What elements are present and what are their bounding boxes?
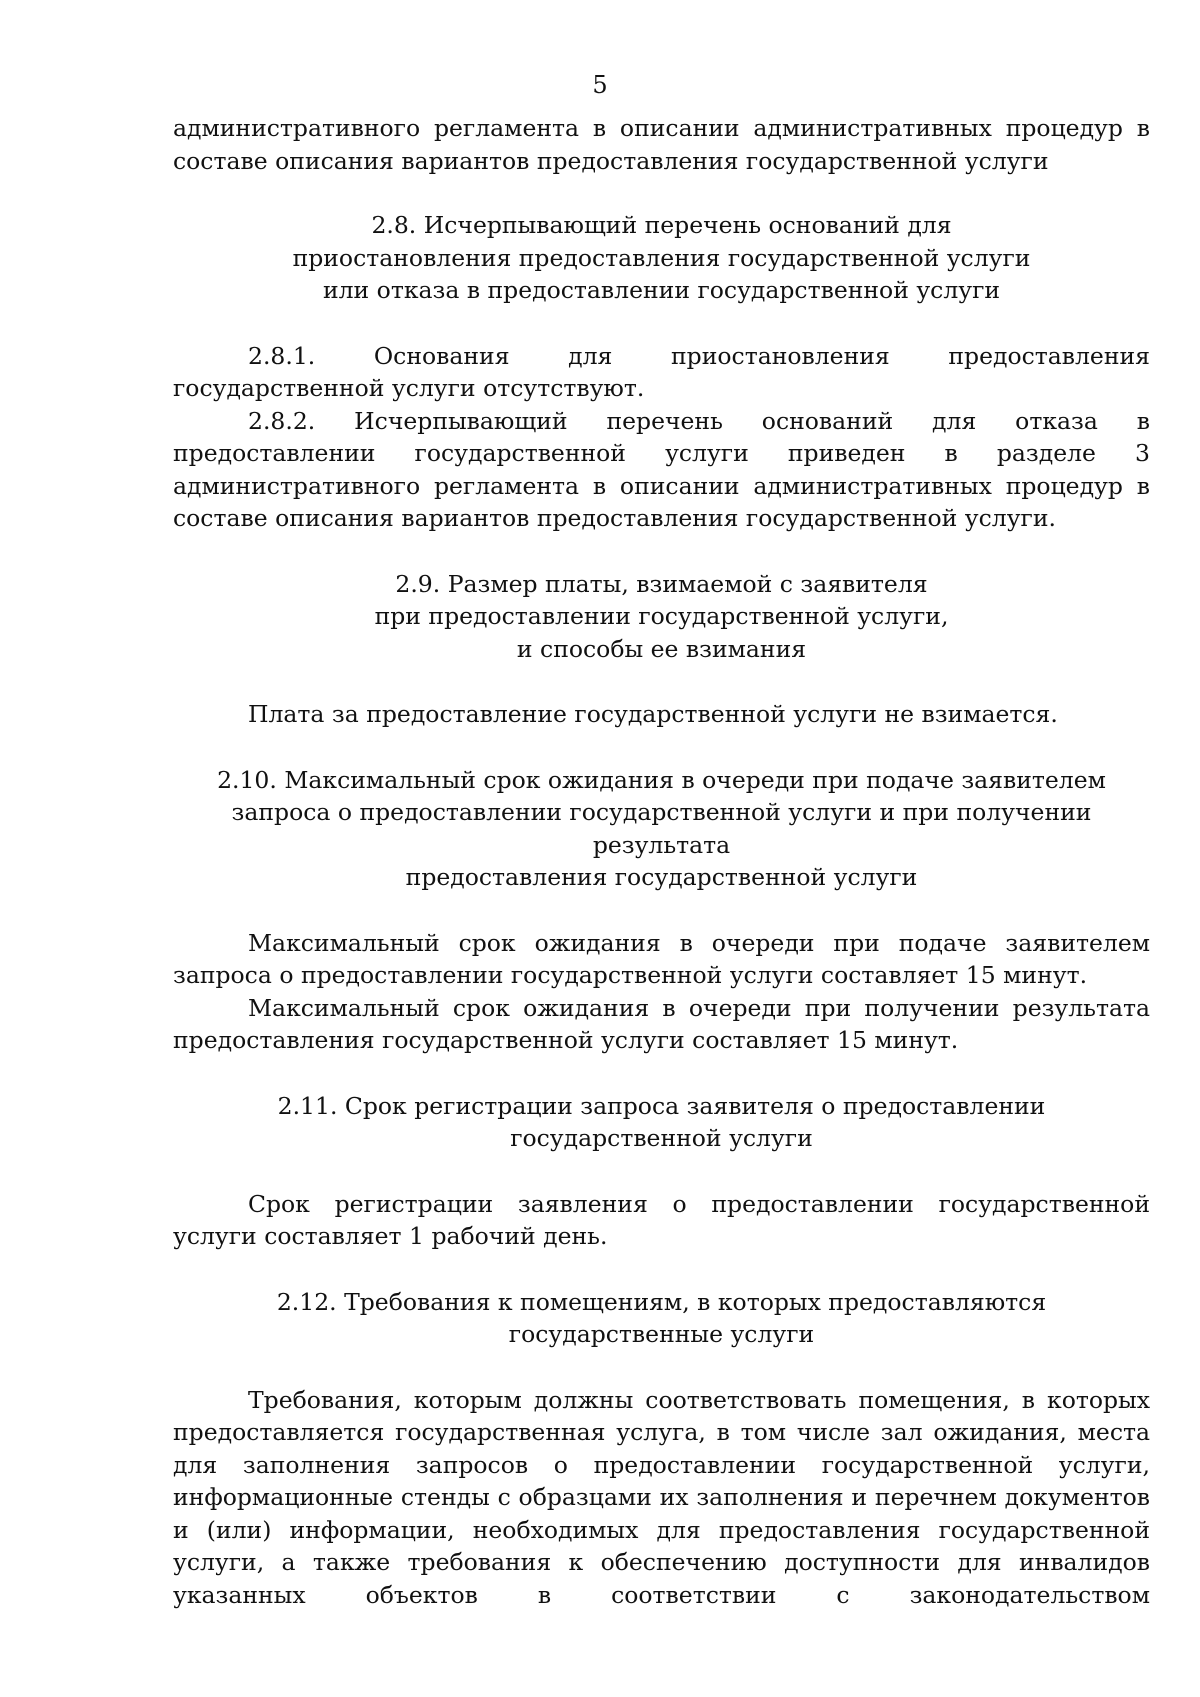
section-heading-2-12: [173, 1286, 1150, 1351]
heading-line: государственные услуги: [508, 1320, 815, 1348]
paragraph-2-10-a: Максимальный срок ожидания в очереди при подаче заявителем запроса о предоставлении государственной услуги составляет 15 минут.: [173, 928, 1150, 989]
heading-line: 2.8. Исчерпывающий перечень оснований для: [371, 211, 952, 239]
section-heading-2-9: [173, 568, 1150, 666]
paragraph-2-12: Требования, которым должны соответствовать помещения, в которых предоставляется государственная услуга, в том числе зал ожидания, места для заполнения запросов о предоставлении государственной услуги, информационные стенды с образцами их заполнения и перечнем документов и (или) информации, необходимых для предоставления государственной услуги, а также требования к обеспечению доступности для инвалидов указанных объектов в соответствии с законодательством: [173, 1385, 1150, 1609]
heading-line: 2.9. Размер платы, взимаемой с заявителя: [395, 569, 928, 598]
spacer: [173, 307, 1150, 340]
heading-line: 2.12. Требования к помещениям, в которых предоставляются: [276, 1287, 1047, 1316]
paragraph-2-8-2: 2.8.2. Исчерпывающий перечень оснований для отказа в предоставлении государственной услуги приведен в разделе 3 административного регламента в описании административных процедур в составе описания вариантов предоставления государственной услуги.: [173, 406, 1150, 532]
heading-line: запроса о предоставлении государственной услуги и при получении результата: [231, 798, 1092, 859]
spacer: [173, 1351, 1150, 1384]
heading-line: при предоставлении государственной услуги,: [374, 602, 949, 630]
section-heading-2-8: [173, 209, 1150, 307]
paragraph-2-10-b: Максимальный срок ожидания в очереди при получении результата предоставления государственной услуги составляет 15 минут.: [173, 993, 1150, 1054]
paragraph-2-9: Плата за предоставление государственной услуги не взимается.: [248, 700, 1058, 728]
intro-paragraph: административного регламента в описании административных процедур в составе описания вариантов предоставления государственной услуги: [173, 114, 1150, 175]
heading-line: государственной услуги: [510, 1124, 813, 1152]
section-heading-2-11: [173, 1090, 1150, 1155]
heading-line: или отказа в предоставлении государственной услуги: [322, 276, 1001, 304]
paragraph-2-8-1: 2.8.1. Основания для приостановления предоставления государственной услуги отсутствуют.: [173, 341, 1150, 402]
heading-line: приостановления предоставления государственной услуги: [292, 243, 1031, 272]
spacer: [173, 1155, 1150, 1188]
heading-line: предоставления государственной услуги: [405, 863, 918, 891]
paragraph-2-11: Срок регистрации заявления о предоставлении государственной услуги составляет 1 рабочий день.: [173, 1189, 1150, 1250]
section-heading-2-10: [173, 764, 1150, 894]
page-number: 5: [592, 71, 608, 99]
heading-line: 2.11. Срок регистрации запроса заявителя о предоставлении: [277, 1091, 1046, 1120]
heading-line: 2.10. Максимальный срок ожидания в очереди при подаче заявителем: [217, 765, 1106, 794]
spacer: [173, 665, 1150, 698]
spacer: [173, 731, 1150, 764]
spacer: [173, 1057, 1150, 1090]
document-body: [173, 112, 1150, 1611]
spacer: [173, 535, 1150, 568]
spacer: [173, 1253, 1150, 1286]
heading-line: и способы ее взимания: [516, 634, 807, 663]
spacer: [173, 894, 1150, 927]
spacer: [173, 177, 1150, 209]
